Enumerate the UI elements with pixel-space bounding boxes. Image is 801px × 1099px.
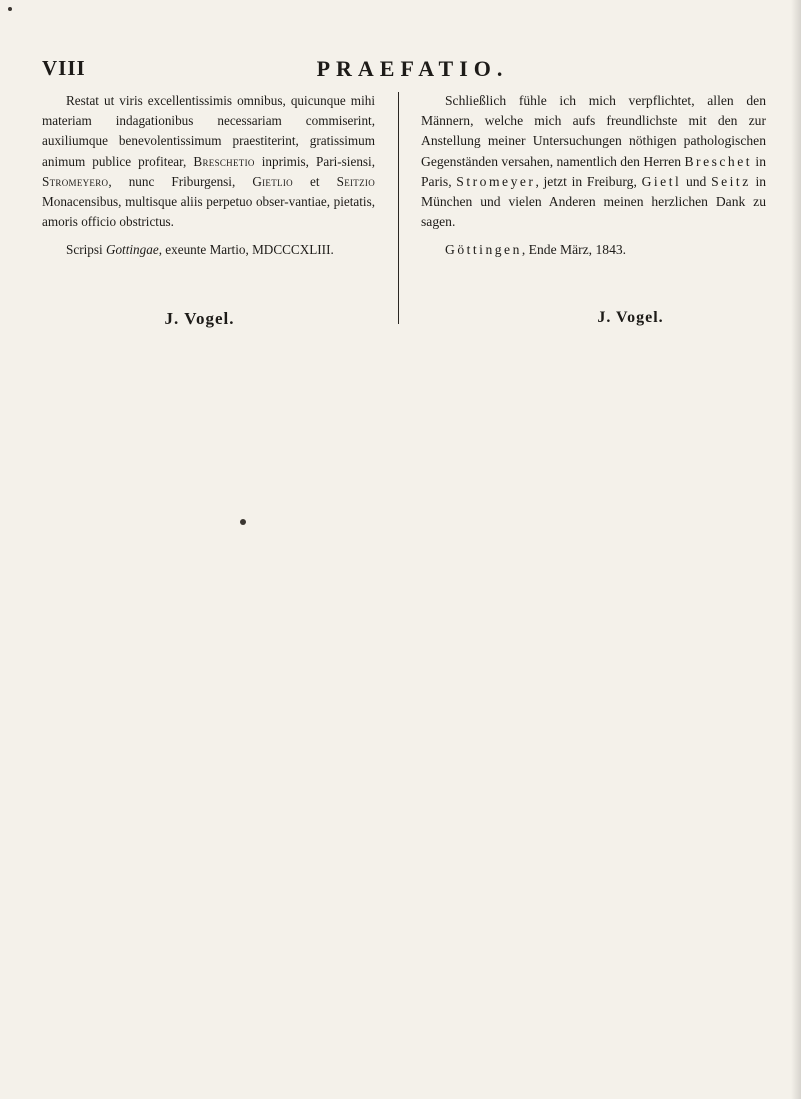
latin-text: Restat ut viris excellentissimis omnibus, quicunque mihi materiam indagationibus necessariam commiserint, auxiliumque benevolentissimum praestiterint, gratissimum animum publice profitear,: [42, 93, 375, 169]
latin-text: et: [292, 173, 337, 189]
latin-text: , nunc Friburgensi,: [108, 173, 253, 189]
name-gietlio: Gietlio: [252, 173, 293, 189]
german-column: [421, 91, 766, 261]
latin-text: , exeunte Martio, MDCCCXLIII.: [158, 242, 334, 258]
german-text: , Ende März, 1843.: [521, 242, 627, 258]
german-dateline: [421, 240, 766, 260]
german-signature: J. Vogel.: [597, 309, 664, 326]
latin-text: inprimis, Pari-siensi,: [254, 153, 376, 169]
name-seitzio: Seitzio: [336, 173, 375, 189]
german-text: Schließlich fühle ich mich verpflichtet, allen den Männern, welche mich aufs freundlichste mit den zur Anstellung meiner Untersuchungen nöthigen pathologischen Gegenständen versahen, namentlich den Herren: [421, 93, 766, 169]
latin-text: Scripsi: [66, 242, 106, 258]
german-text: in Paris,: [421, 153, 767, 189]
place-gottingae: Gottingae: [105, 242, 159, 258]
latin-paragraph: [42, 91, 375, 232]
ink-speck: [8, 7, 12, 11]
latin-signature: J. Vogel.: [164, 309, 235, 328]
german-text: und: [681, 173, 712, 189]
name-gietl: Gietl: [641, 173, 682, 189]
column-divider: [398, 92, 399, 324]
place-gottingen: Göttingen: [445, 242, 522, 258]
name-seitz: Seitz: [711, 173, 751, 189]
latin-text: Monacensibus, multisque aliis perpetuo obser-vantiae, pietatis, amoris officio obstrictus.: [42, 194, 375, 230]
ink-speck: [240, 519, 246, 525]
page-edge-shadow: [791, 0, 801, 1099]
name-stromeyero: Stromeyero: [42, 173, 109, 189]
page-number: VIII: [42, 56, 86, 80]
german-text: , jetzt in Freiburg,: [535, 173, 642, 189]
german-text: in München und vielen Anderen meinen herzlichen Dank zu sagen.: [421, 173, 767, 230]
running-head: PRAEFATIO.: [316, 56, 509, 81]
name-stromeyer: Stromeyer: [456, 173, 536, 189]
latin-dateline: [42, 240, 375, 260]
name-breschet: Breschet: [684, 153, 753, 169]
german-paragraph: [421, 91, 766, 232]
name-breschetio: Breschetio: [193, 153, 255, 169]
latin-column: [42, 91, 375, 261]
